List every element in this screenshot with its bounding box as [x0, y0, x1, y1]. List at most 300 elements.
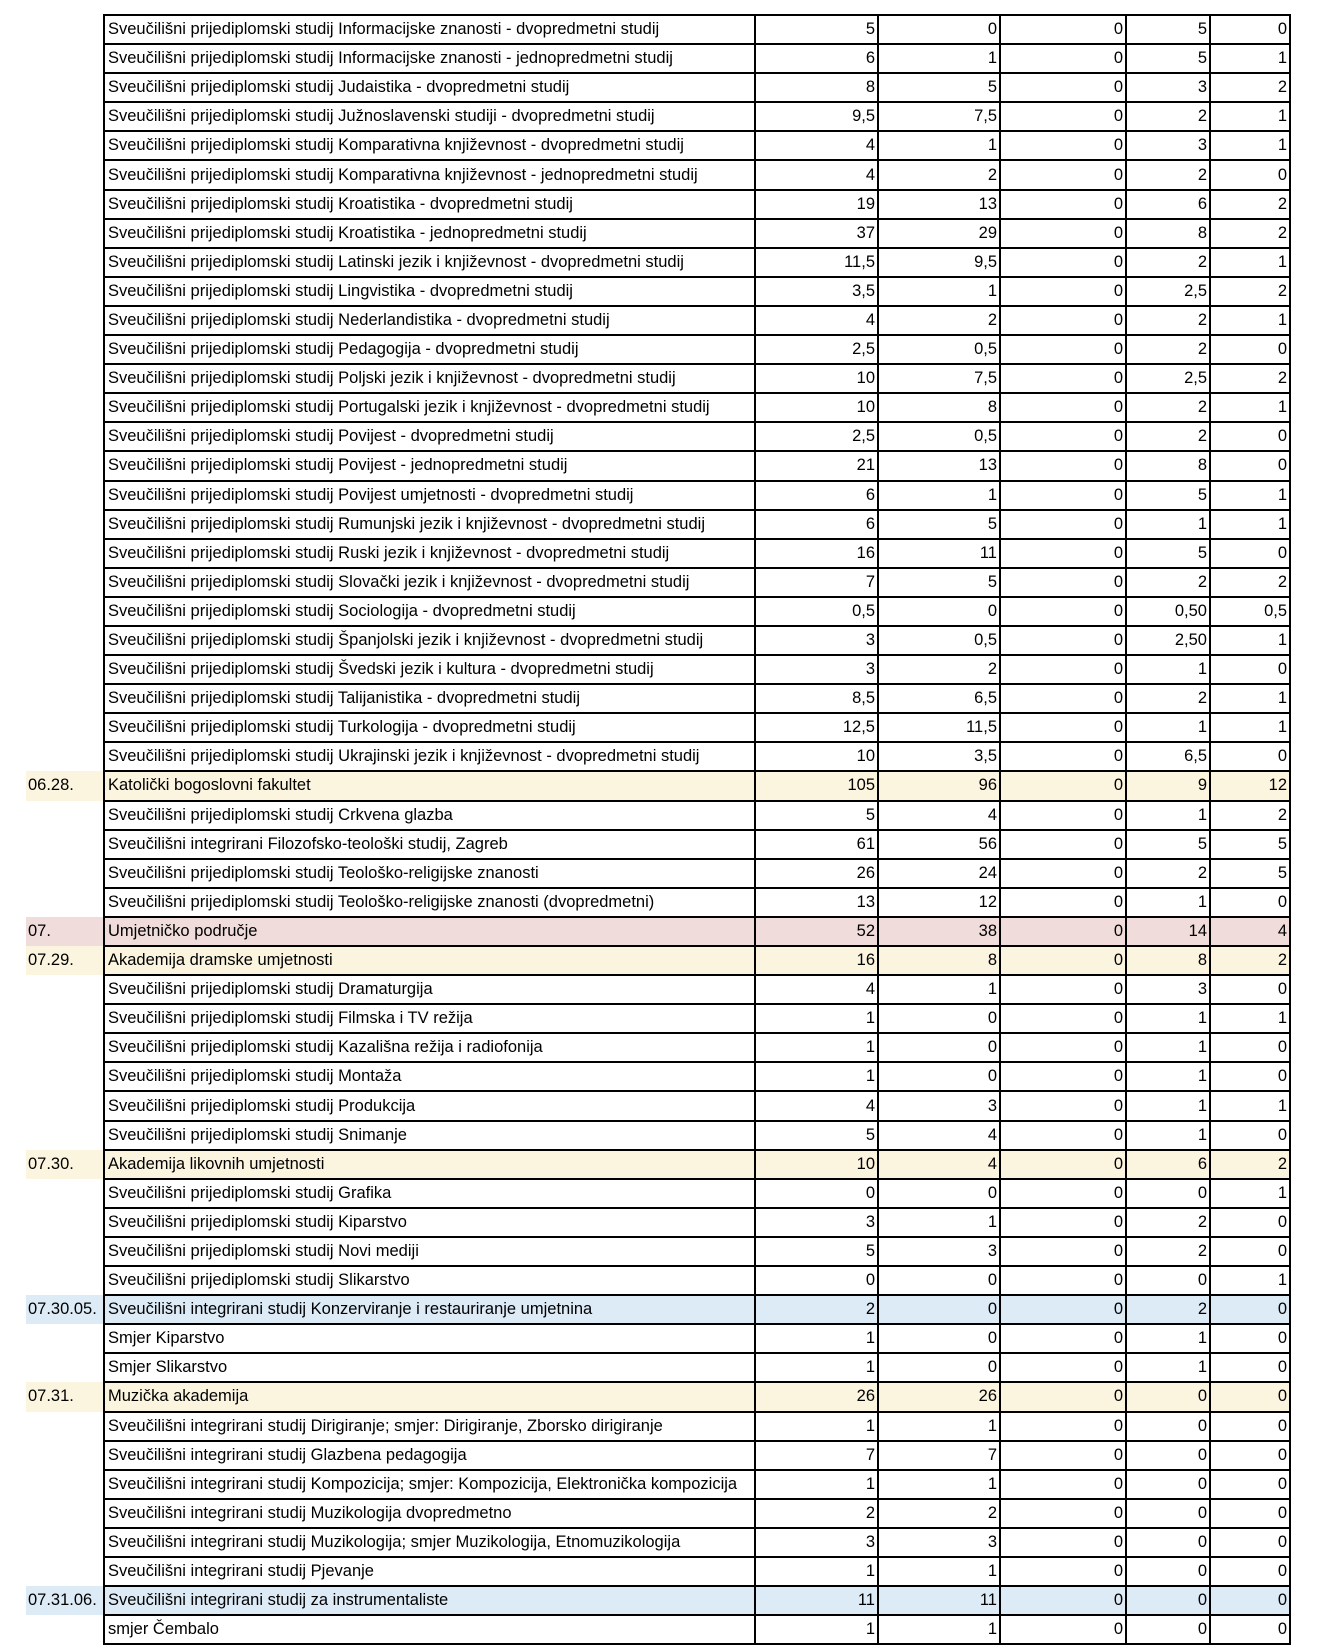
value-col-5: 0 [1210, 1324, 1290, 1353]
value-col-5: 0 [1210, 888, 1290, 917]
table-row [26, 1179, 1290, 1208]
row-code [26, 975, 104, 1004]
table-row [26, 1324, 1290, 1353]
row-name: Muzička akademija [104, 1382, 755, 1411]
value-col-4: 1 [1126, 1091, 1210, 1120]
value-col-1: 0 [755, 1179, 878, 1208]
row-name: Umjetničko područje [104, 917, 755, 946]
value-col-4: 3 [1126, 131, 1210, 160]
table-row [26, 364, 1290, 393]
row-code [26, 1062, 104, 1091]
value-col-5: 0 [1210, 1353, 1290, 1382]
table-row [26, 655, 1290, 684]
table-row [26, 684, 1290, 713]
value-col-4: 0 [1126, 1557, 1210, 1586]
value-col-1: 7 [755, 1441, 878, 1470]
value-col-1: 12,5 [755, 713, 878, 742]
table-row [26, 481, 1290, 510]
value-col-4: 0 [1126, 1382, 1210, 1411]
row-code: 07.31. [26, 1382, 104, 1411]
value-col-1: 10 [755, 364, 878, 393]
table-row [26, 597, 1290, 626]
value-col-4: 1 [1126, 888, 1210, 917]
table-body [26, 15, 1290, 1644]
value-col-4: 1 [1126, 510, 1210, 539]
row-name: Sveučilišni prijediplomski studij Poljski jezik i književnost - dvopredmetni studij [104, 364, 755, 393]
table-row [26, 1412, 1290, 1441]
value-col-1: 1 [755, 1033, 878, 1062]
row-code [26, 568, 104, 597]
row-name: Sveučilišni integrirani studij Pjevanje [104, 1557, 755, 1586]
value-col-1: 5 [755, 1237, 878, 1266]
value-col-4: 2 [1126, 568, 1210, 597]
value-col-1: 1 [755, 1353, 878, 1382]
value-col-3: 0 [1000, 73, 1126, 102]
value-col-1: 8,5 [755, 684, 878, 713]
value-col-3: 0 [1000, 655, 1126, 684]
value-col-2: 0 [878, 1324, 1000, 1353]
value-col-3: 0 [1000, 15, 1126, 44]
value-col-4: 0 [1126, 1179, 1210, 1208]
table-row [26, 393, 1290, 422]
value-col-2: 2 [878, 655, 1000, 684]
row-name: Sveučilišni prijediplomski studij Novi mediji [104, 1237, 755, 1266]
value-col-3: 0 [1000, 1615, 1126, 1644]
value-col-1: 6 [755, 44, 878, 73]
value-col-2: 24 [878, 859, 1000, 888]
value-col-5: 0 [1210, 15, 1290, 44]
value-col-2: 1 [878, 44, 1000, 73]
value-col-1: 1 [755, 1557, 878, 1586]
value-col-1: 4 [755, 306, 878, 335]
value-col-3: 0 [1000, 1528, 1126, 1557]
value-col-2: 13 [878, 190, 1000, 219]
value-col-2: 7 [878, 1441, 1000, 1470]
value-col-4: 5 [1126, 481, 1210, 510]
value-col-3: 0 [1000, 597, 1126, 626]
table-row [26, 1557, 1290, 1586]
value-col-2: 4 [878, 1150, 1000, 1179]
value-col-2: 13 [878, 451, 1000, 480]
value-col-5: 0 [1210, 1586, 1290, 1615]
value-col-5: 1 [1210, 393, 1290, 422]
value-col-5: 0 [1210, 1382, 1290, 1411]
row-name: Smjer Slikarstvo [104, 1353, 755, 1382]
table-row [26, 422, 1290, 451]
value-col-1: 5 [755, 15, 878, 44]
row-code [26, 1033, 104, 1062]
value-col-1: 2 [755, 1295, 878, 1324]
row-code [26, 1557, 104, 1586]
value-col-4: 2 [1126, 422, 1210, 451]
value-col-4: 1 [1126, 1004, 1210, 1033]
row-name: Sveučilišni prijediplomski studij Montaža [104, 1062, 755, 1091]
value-col-3: 0 [1000, 1353, 1126, 1382]
value-col-2: 0 [878, 1353, 1000, 1382]
value-col-4: 0 [1126, 1499, 1210, 1528]
table-row [26, 1237, 1290, 1266]
value-col-2: 0 [878, 1033, 1000, 1062]
value-col-1: 0,5 [755, 597, 878, 626]
table-row [26, 771, 1290, 800]
row-name: Sveučilišni prijediplomski studij Rumunjski jezik i književnost - dvopredmetni studij [104, 510, 755, 539]
row-name: Sveučilišni prijediplomski studij Povijest - dvopredmetni studij [104, 422, 755, 451]
row-name: Sveučilišni prijediplomski studij Grafika [104, 1179, 755, 1208]
row-name: Sveučilišni prijediplomski studij Povijest - jednopredmetni studij [104, 451, 755, 480]
value-col-3: 0 [1000, 1179, 1126, 1208]
value-col-1: 1 [755, 1324, 878, 1353]
value-col-3: 0 [1000, 1412, 1126, 1441]
value-col-3: 0 [1000, 248, 1126, 277]
value-col-2: 8 [878, 393, 1000, 422]
row-name: Sveučilišni prijediplomski studij Kroatistika - jednopredmetni studij [104, 219, 755, 248]
row-code [26, 15, 104, 44]
value-col-2: 29 [878, 219, 1000, 248]
value-col-3: 0 [1000, 1237, 1126, 1266]
table-row [26, 568, 1290, 597]
table-row [26, 1470, 1290, 1499]
value-col-1: 16 [755, 946, 878, 975]
value-col-3: 0 [1000, 771, 1126, 800]
value-col-5: 0 [1210, 1033, 1290, 1062]
row-name: smjer Čembalo [104, 1615, 755, 1644]
row-name: Akademija dramske umjetnosti [104, 946, 755, 975]
table-row [26, 102, 1290, 131]
row-code [26, 1237, 104, 1266]
row-name: Sveučilišni prijediplomski studij Sociologija - dvopredmetni studij [104, 597, 755, 626]
row-name: Sveučilišni integrirani studij za instrumentaliste [104, 1586, 755, 1615]
table-row [26, 510, 1290, 539]
row-code [26, 422, 104, 451]
value-col-5: 0 [1210, 1237, 1290, 1266]
row-name: Sveučilišni prijediplomski studij Pedagogija - dvopredmetni studij [104, 335, 755, 364]
value-col-4: 2 [1126, 1295, 1210, 1324]
value-col-2: 2 [878, 306, 1000, 335]
value-col-1: 10 [755, 742, 878, 771]
value-col-4: 1 [1126, 713, 1210, 742]
row-name: Sveučilišni integrirani studij Dirigiranje; smjer: Dirigiranje, Zborsko dirigiranje [104, 1412, 755, 1441]
value-col-5: 2 [1210, 364, 1290, 393]
value-col-5: 0 [1210, 1499, 1290, 1528]
value-col-1: 13 [755, 888, 878, 917]
value-col-2: 0 [878, 1062, 1000, 1091]
value-col-4: 9 [1126, 771, 1210, 800]
value-col-3: 0 [1000, 946, 1126, 975]
value-col-2: 3 [878, 1237, 1000, 1266]
value-col-5: 0,5 [1210, 597, 1290, 626]
value-col-2: 1 [878, 1557, 1000, 1586]
value-col-5: 0 [1210, 1528, 1290, 1557]
table-row [26, 1441, 1290, 1470]
value-col-3: 0 [1000, 1150, 1126, 1179]
enrollment-table [26, 14, 1291, 1645]
value-col-2: 3 [878, 1091, 1000, 1120]
value-col-3: 0 [1000, 102, 1126, 131]
row-name: Sveučilišni prijediplomski studij Produkcija [104, 1091, 755, 1120]
row-code [26, 1208, 104, 1237]
table-row [26, 1295, 1290, 1324]
row-name: Sveučilišni prijediplomski studij Slovački jezik i književnost - dvopredmetni studij [104, 568, 755, 597]
row-name: Sveučilišni prijediplomski studij Švedski jezik i kultura - dvopredmetni studij [104, 655, 755, 684]
value-col-3: 0 [1000, 888, 1126, 917]
value-col-4: 2 [1126, 859, 1210, 888]
value-col-4: 2 [1126, 1208, 1210, 1237]
value-col-3: 0 [1000, 801, 1126, 830]
row-code [26, 1353, 104, 1382]
row-code [26, 131, 104, 160]
table-row [26, 946, 1290, 975]
value-col-4: 1 [1126, 1324, 1210, 1353]
value-col-2: 0 [878, 15, 1000, 44]
row-name: Sveučilišni integrirani studij Kompozicija; smjer: Kompozicija, Elektronička kompozicija [104, 1470, 755, 1499]
row-name: Sveučilišni prijediplomski studij Teološko-religijske znanosti (dvopredmetni) [104, 888, 755, 917]
table-row [26, 190, 1290, 219]
value-col-5: 1 [1210, 44, 1290, 73]
value-col-2: 2 [878, 160, 1000, 189]
row-name: Sveučilišni prijediplomski studij Turkologija - dvopredmetni studij [104, 713, 755, 742]
value-col-2: 6,5 [878, 684, 1000, 713]
value-col-3: 0 [1000, 1382, 1126, 1411]
value-col-3: 0 [1000, 713, 1126, 742]
value-col-3: 0 [1000, 219, 1126, 248]
value-col-4: 0 [1126, 1266, 1210, 1295]
row-code [26, 306, 104, 335]
row-code: 07.30. [26, 1150, 104, 1179]
value-col-1: 1 [755, 1412, 878, 1441]
value-col-4: 2 [1126, 102, 1210, 131]
table-row [26, 1121, 1290, 1150]
row-name: Sveučilišni prijediplomski studij Filmska i TV režija [104, 1004, 755, 1033]
value-col-1: 3 [755, 626, 878, 655]
row-code: 06.28. [26, 771, 104, 800]
value-col-2: 5 [878, 73, 1000, 102]
value-col-5: 0 [1210, 742, 1290, 771]
value-col-4: 2 [1126, 248, 1210, 277]
value-col-2: 1 [878, 1615, 1000, 1644]
row-name: Sveučilišni prijediplomski studij Snimanje [104, 1121, 755, 1150]
row-code [26, 1266, 104, 1295]
value-col-4: 1 [1126, 1353, 1210, 1382]
value-col-2: 5 [878, 510, 1000, 539]
row-code [26, 73, 104, 102]
value-col-5: 0 [1210, 451, 1290, 480]
value-col-4: 1 [1126, 1033, 1210, 1062]
table-row [26, 1062, 1290, 1091]
value-col-3: 0 [1000, 1033, 1126, 1062]
value-col-5: 0 [1210, 1121, 1290, 1150]
row-code: 07. [26, 917, 104, 946]
row-name: Sveučilišni prijediplomski studij Kiparstvo [104, 1208, 755, 1237]
value-col-5: 1 [1210, 102, 1290, 131]
value-col-4: 5 [1126, 830, 1210, 859]
value-col-5: 1 [1210, 510, 1290, 539]
value-col-4: 2 [1126, 335, 1210, 364]
value-col-3: 0 [1000, 451, 1126, 480]
row-name: Sveučilišni prijediplomski studij Lingvistika - dvopredmetni studij [104, 277, 755, 306]
row-code [26, 1179, 104, 1208]
value-col-5: 2 [1210, 277, 1290, 306]
row-name: Sveučilišni prijediplomski studij Slikarstvo [104, 1266, 755, 1295]
value-col-4: 1 [1126, 801, 1210, 830]
value-col-5: 1 [1210, 1266, 1290, 1295]
table-row [26, 1004, 1290, 1033]
row-name: Sveučilišni prijediplomski studij Povijest umjetnosti - dvopredmetni studij [104, 481, 755, 510]
value-col-2: 0,5 [878, 626, 1000, 655]
value-col-1: 8 [755, 73, 878, 102]
row-code [26, 160, 104, 189]
value-col-5: 1 [1210, 481, 1290, 510]
value-col-3: 0 [1000, 1324, 1126, 1353]
value-col-5: 1 [1210, 131, 1290, 160]
table-row [26, 830, 1290, 859]
value-col-5: 0 [1210, 1412, 1290, 1441]
row-code [26, 742, 104, 771]
value-col-2: 1 [878, 1470, 1000, 1499]
value-col-3: 0 [1000, 190, 1126, 219]
value-col-3: 0 [1000, 684, 1126, 713]
value-col-2: 11 [878, 1586, 1000, 1615]
value-col-3: 0 [1000, 1266, 1126, 1295]
value-col-1: 2,5 [755, 335, 878, 364]
value-col-2: 3 [878, 1528, 1000, 1557]
value-col-4: 0 [1126, 1615, 1210, 1644]
value-col-2: 96 [878, 771, 1000, 800]
table-row [26, 248, 1290, 277]
value-col-5: 0 [1210, 1208, 1290, 1237]
value-col-5: 1 [1210, 626, 1290, 655]
value-col-4: 1 [1126, 655, 1210, 684]
value-col-2: 1 [878, 1412, 1000, 1441]
value-col-1: 5 [755, 801, 878, 830]
value-col-4: 5 [1126, 539, 1210, 568]
value-col-2: 0 [878, 1266, 1000, 1295]
value-col-2: 8 [878, 946, 1000, 975]
table-row [26, 277, 1290, 306]
row-code [26, 248, 104, 277]
value-col-1: 7 [755, 568, 878, 597]
value-col-2: 12 [878, 888, 1000, 917]
row-code [26, 277, 104, 306]
table-row [26, 306, 1290, 335]
value-col-3: 0 [1000, 1062, 1126, 1091]
row-name: Sveučilišni prijediplomski studij Južnoslavenski studiji - dvopredmetni studij [104, 102, 755, 131]
row-code [26, 1499, 104, 1528]
table-row [26, 917, 1290, 946]
value-col-2: 7,5 [878, 364, 1000, 393]
table-row [26, 742, 1290, 771]
value-col-1: 2,5 [755, 422, 878, 451]
table-row [26, 1528, 1290, 1557]
row-code [26, 1121, 104, 1150]
value-col-4: 5 [1126, 44, 1210, 73]
value-col-1: 26 [755, 1382, 878, 1411]
row-code [26, 888, 104, 917]
value-col-2: 0 [878, 1004, 1000, 1033]
row-name: Sveučilišni integrirani studij Glazbena pedagogija [104, 1441, 755, 1470]
table-row [26, 73, 1290, 102]
value-col-3: 0 [1000, 306, 1126, 335]
value-col-5: 0 [1210, 975, 1290, 1004]
row-code [26, 1412, 104, 1441]
value-col-4: 8 [1126, 946, 1210, 975]
row-code [26, 1004, 104, 1033]
value-col-1: 4 [755, 131, 878, 160]
row-code [26, 713, 104, 742]
row-name: Sveučilišni prijediplomski studij Talijanistika - dvopredmetni studij [104, 684, 755, 713]
table-row [26, 1266, 1290, 1295]
table-row [26, 451, 1290, 480]
table-row [26, 1586, 1290, 1615]
value-col-5: 2 [1210, 568, 1290, 597]
value-col-2: 2 [878, 1499, 1000, 1528]
value-col-3: 0 [1000, 568, 1126, 597]
value-col-4: 0 [1126, 1441, 1210, 1470]
value-col-1: 26 [755, 859, 878, 888]
row-code [26, 44, 104, 73]
value-col-1: 3,5 [755, 277, 878, 306]
value-col-2: 1 [878, 277, 1000, 306]
value-col-3: 0 [1000, 626, 1126, 655]
value-col-3: 0 [1000, 539, 1126, 568]
value-col-1: 1 [755, 1470, 878, 1499]
row-code [26, 1528, 104, 1557]
value-col-5: 12 [1210, 771, 1290, 800]
table-row [26, 15, 1290, 44]
value-col-5: 1 [1210, 1004, 1290, 1033]
value-col-1: 5 [755, 1121, 878, 1150]
value-col-3: 0 [1000, 44, 1126, 73]
value-col-3: 0 [1000, 1004, 1126, 1033]
value-col-1: 21 [755, 451, 878, 480]
row-name: Sveučilišni prijediplomski studij Kroatistika - dvopredmetni studij [104, 190, 755, 219]
value-col-4: 0,50 [1126, 597, 1210, 626]
value-col-3: 0 [1000, 917, 1126, 946]
value-col-2: 4 [878, 1121, 1000, 1150]
value-col-1: 3 [755, 1528, 878, 1557]
value-col-5: 1 [1210, 1091, 1290, 1120]
row-code [26, 684, 104, 713]
value-col-2: 56 [878, 830, 1000, 859]
value-col-1: 1 [755, 1615, 878, 1644]
row-name: Sveučilišni prijediplomski studij Portugalski jezik i književnost - dvopredmetni studij [104, 393, 755, 422]
row-code [26, 102, 104, 131]
value-col-4: 2 [1126, 1237, 1210, 1266]
value-col-2: 38 [878, 917, 1000, 946]
value-col-4: 2 [1126, 684, 1210, 713]
value-col-5: 5 [1210, 830, 1290, 859]
value-col-3: 0 [1000, 1091, 1126, 1120]
value-col-4: 6 [1126, 1150, 1210, 1179]
value-col-1: 61 [755, 830, 878, 859]
value-col-4: 8 [1126, 219, 1210, 248]
value-col-4: 0 [1126, 1412, 1210, 1441]
value-col-5: 1 [1210, 1179, 1290, 1208]
value-col-2: 0,5 [878, 335, 1000, 364]
value-col-5: 0 [1210, 1470, 1290, 1499]
value-col-3: 0 [1000, 277, 1126, 306]
row-name: Sveučilišni prijediplomski studij Ruski jezik i književnost - dvopredmetni studij [104, 539, 755, 568]
value-col-4: 2 [1126, 160, 1210, 189]
table-row [26, 1615, 1290, 1644]
value-col-3: 0 [1000, 131, 1126, 160]
value-col-4: 6 [1126, 190, 1210, 219]
row-name: Sveučilišni prijediplomski studij Dramaturgija [104, 975, 755, 1004]
table-row [26, 1091, 1290, 1120]
row-code: 07.30.05. [26, 1295, 104, 1324]
row-name: Sveučilišni prijediplomski studij Crkvena glazba [104, 801, 755, 830]
row-code [26, 626, 104, 655]
row-code: 07.31.06. [26, 1586, 104, 1615]
